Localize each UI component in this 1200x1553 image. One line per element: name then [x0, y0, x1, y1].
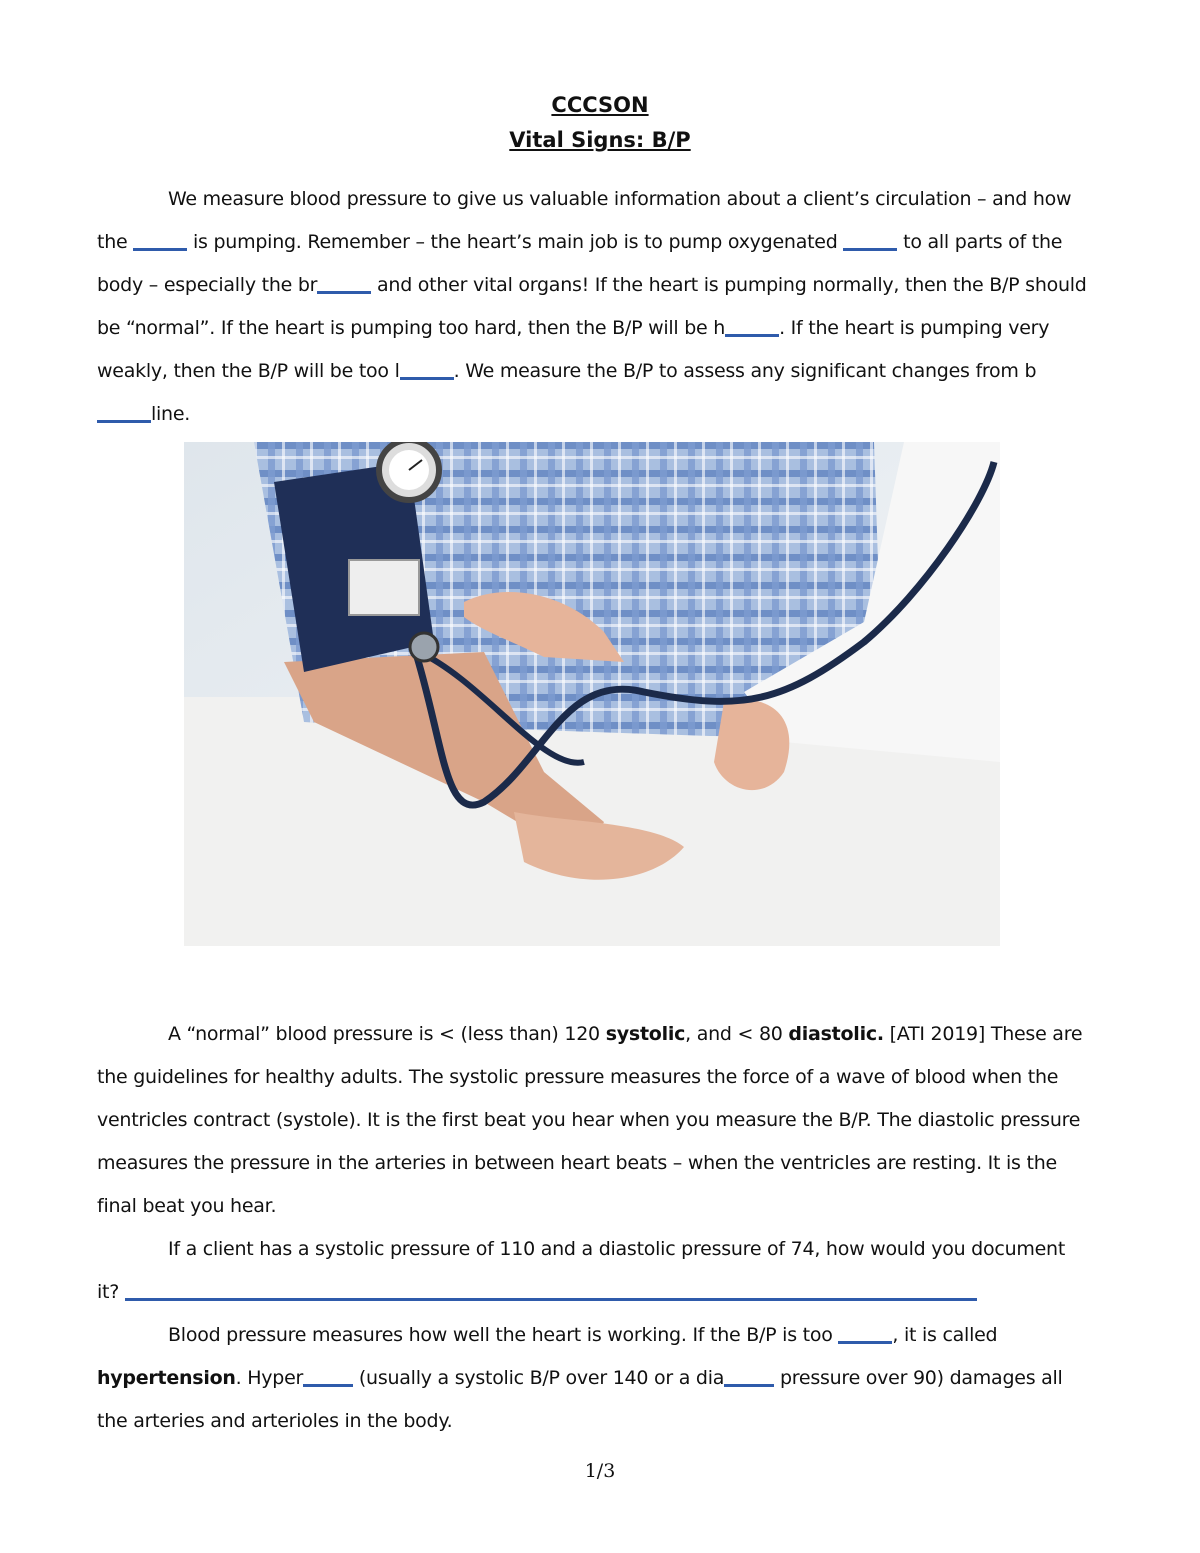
- page-number: 1/3: [584, 1460, 616, 1482]
- text-run: . Hyper: [235, 1367, 304, 1389]
- text-run: , and < 80: [685, 1023, 789, 1045]
- fill-blank-stolic[interactable]: [724, 1366, 774, 1387]
- intro-paragraph: [97, 178, 1087, 436]
- normal-bp-paragraph: [97, 1013, 1087, 1228]
- text-run: is pumping. Remember – the heart’s main job is to pump oxygenated: [187, 231, 844, 253]
- fill-blank-brain[interactable]: [317, 273, 371, 294]
- fill-blank-blood[interactable]: [843, 230, 897, 251]
- text-run: , it is called: [892, 1324, 998, 1346]
- blood-pressure-photo: [184, 442, 1000, 946]
- answer-line[interactable]: [125, 1280, 977, 1301]
- text-run: Blood pressure measures how well the heart is working. If the B/P is too: [168, 1324, 839, 1346]
- fill-blank-tension[interactable]: [303, 1366, 353, 1387]
- text-run: We measure blood pressure to give us valuable information about a client’s circulation – and how the: [97, 188, 1072, 253]
- document-question-paragraph: [97, 1228, 1087, 1314]
- hypertension-paragraph: [97, 1314, 1087, 1443]
- text-run: [ATI 2019] These are the guidelines for healthy adults. The systolic pressure measures the force of a wave of blood when the ventricles contract (systole). It is the first beat you hear when you measure the B/P. The diastolic pressure measures the pressure in the arteries in between heart beats – when the ventricles are resting. It is the final beat you hear.: [97, 1023, 1083, 1217]
- fill-blank-low[interactable]: [400, 359, 454, 380]
- topic-title: Vital Signs: B/P: [509, 128, 691, 152]
- hypertension-term: hypertension: [97, 1367, 236, 1389]
- fill-blank-high-bp[interactable]: [838, 1323, 892, 1344]
- fill-blank-high[interactable]: [725, 316, 779, 337]
- text-run: pressure over 90) damages all the arteries and arterioles in the body.: [97, 1367, 1063, 1432]
- diastolic-term: diastolic: [788, 1023, 877, 1045]
- fill-blank-base[interactable]: [97, 402, 151, 423]
- text-run: .: [876, 1023, 884, 1045]
- text-run: . If the heart is pumping very weakly, then the B/P will be too l: [97, 317, 1050, 382]
- text-run: If a client has a systolic pressure of 110 and a diastolic pressure of 74, how would you document it?: [97, 1238, 1066, 1303]
- systolic-term: systolic: [605, 1023, 686, 1045]
- school-title: CCCSON: [551, 93, 649, 117]
- text-run: . We measure the B/P to assess any significant changes from b: [453, 360, 1037, 382]
- fill-blank-heart[interactable]: [133, 230, 187, 251]
- blood-pressure-measurement-photo: [184, 442, 1000, 946]
- text-run: line.: [151, 403, 191, 425]
- text-run: (usually a systolic B/P over 140 or a dia: [353, 1367, 725, 1389]
- text-run: and other vital organs! If the heart is pumping normally, then the B/P should be “normal”. If the heart is pumping too hard, then the B/P will be h: [97, 274, 1087, 339]
- text-run: to all parts of the body – especially the br: [97, 231, 1063, 296]
- text-run: A “normal” blood pressure is < (less than) 120: [168, 1023, 606, 1045]
